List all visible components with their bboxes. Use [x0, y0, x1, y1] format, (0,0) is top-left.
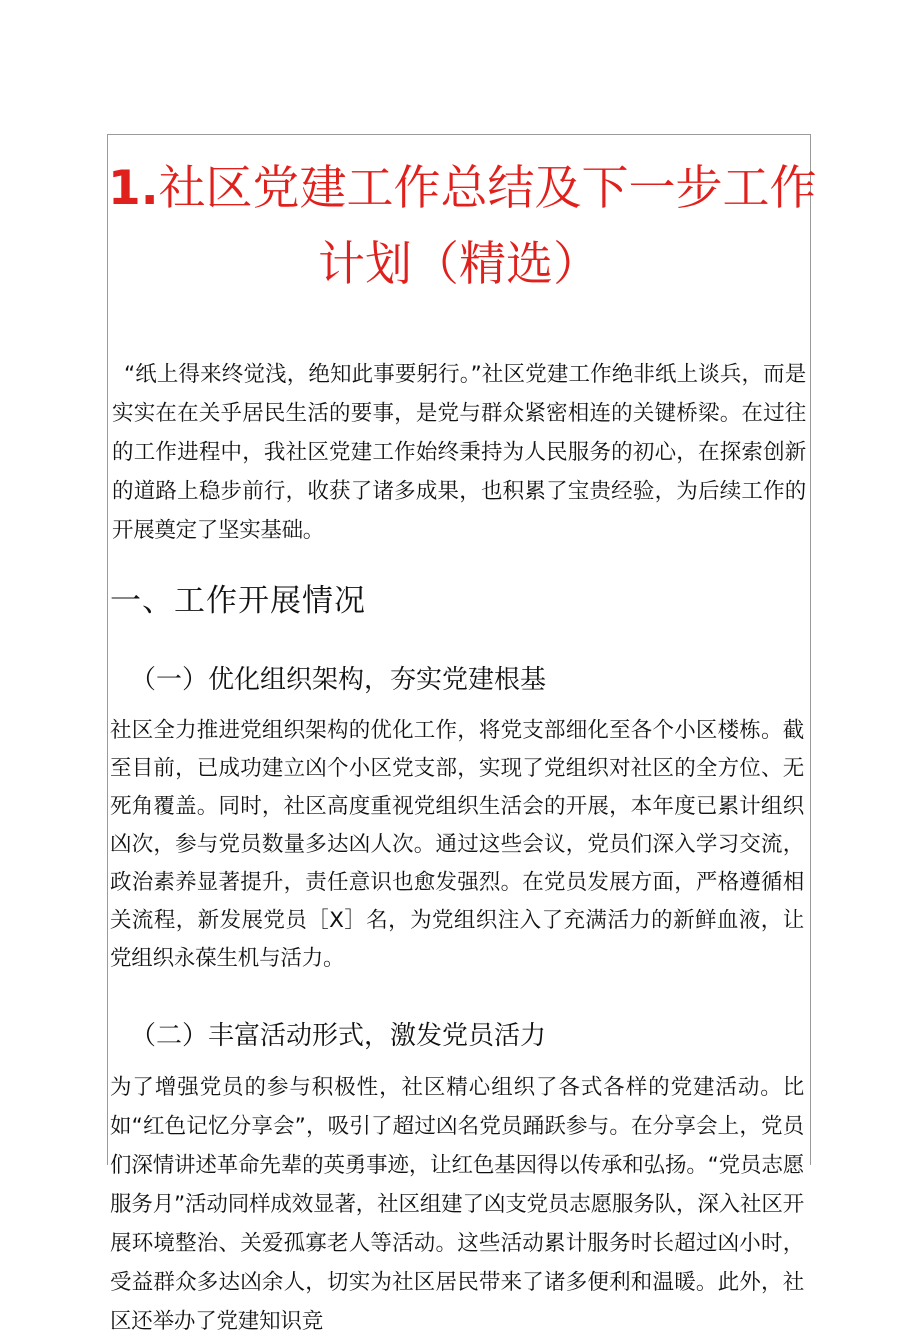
title-text-line-1: 社区党建工作总结及下一步工作 — [158, 161, 817, 216]
subsection-body-2: 为了增强党员的参与积极性，社区精心组织了各式各样的党建活动。比如“红色记忆分享会”，吸引了超过凶名党员踊跃参与。在分享会上，党员们深情讲述革命先辈的英勇事迹，让红色基因得以传承和弘扬。“党员志愿服务月”活动同样成效显著，社区组建了凶支党员志愿服务队，深入社区开展环境整治、关爱孤寡老人等活动。这些活动累计服务时长超过凶小时，受益群众多达凶余人，切实为社区居民带来了诸多便利和温暖。此外，社区还举办了党建知识竞 — [110, 1075, 804, 1334]
title-number: 1. — [108, 161, 159, 216]
section-heading: 一、工作开展情况 — [110, 583, 366, 619]
title-line-1 — [108, 151, 817, 227]
document-title — [108, 135, 817, 303]
subsection-heading-2: （二）丰富活动形式，激发党员活力 — [130, 1021, 547, 1051]
subsection-body-1: 社区全力推进党组织架构的优化工作，将党支部细化至各个小区楼栋。截至目前，已成功建立凶个小区党支部，实现了党组织对社区的全方位、无死角覆盖。同时，社区高度重视党组织生活会的开展，本年度已累计组织凶次，参与党员数量多达凶人次。通过这些会议，党员们深入学习交流，政治素养显著提升，责任意识也愈发强烈。在党员发展方面，严格遵循相关流程，新发展党员［X］名，为党组织注入了充满活力的新鲜血液，让党组织永葆生机与活力。 — [110, 718, 804, 971]
title-text-line-2: 计划（精选） — [318, 237, 600, 292]
subsection-heading-1: （一）优化组织架构，夯实党建根基 — [130, 665, 547, 695]
intro-paragraph: “纸上得来终觉浅，绝知此事要躬行。”社区党建工作绝非纸上谈兵，而是实实在在关乎居民生活的要事，是党与群众紧密相连的关键桥梁。在过往的工作进程中，我社区党建工作始终秉持为人民服务的初心，在探索创新的道路上稳步前行，收获了诸多成果，也积累了宝贵经验，为后续工作的开展奠定了坚实基础。 — [112, 362, 806, 543]
document-page — [107, 134, 817, 1334]
